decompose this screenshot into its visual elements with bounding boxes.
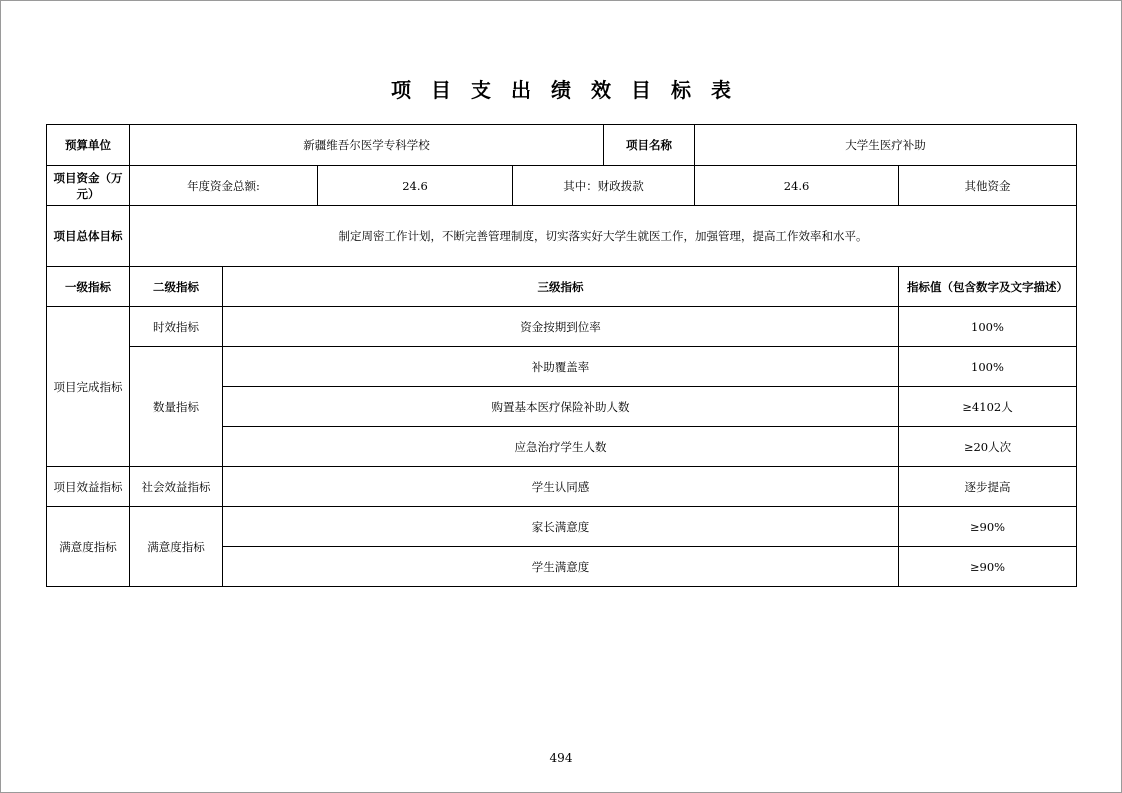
quantity-indicator-label: 数量指标 (130, 347, 223, 467)
funds-fiscal-label: 其中：财政拨款 (513, 166, 695, 206)
table-row (47, 507, 1077, 547)
title-char: 标 (671, 78, 691, 102)
title-char: 目 (431, 78, 451, 102)
goal-row (47, 206, 1077, 267)
level3-header: 三级指标 (223, 267, 899, 307)
timeliness-indicator-label: 时效指标 (130, 307, 223, 347)
page-number: 494 (549, 751, 573, 765)
title-char: 效 (591, 78, 611, 102)
indicator-value: 逐步提高 (899, 467, 1077, 507)
budget-unit-label: 预算单位 (47, 125, 130, 166)
table-row (47, 467, 1077, 507)
header-row (47, 125, 1077, 166)
goal-label: 项目总体目标 (47, 206, 130, 267)
title-char: 绩 (551, 78, 571, 102)
funds-row (47, 166, 1077, 206)
funds-total-label: 年度资金总额: (130, 166, 318, 206)
table-row (47, 347, 1077, 387)
funds-fiscal-value: 24.6 (695, 166, 899, 206)
level1-header: 一级指标 (47, 267, 130, 307)
goal-text: 制定周密工作计划，不断完善管理制度，切实落实好大学生就医工作，加强管理，提高工作效率和水平。 (130, 206, 1077, 267)
column-header-row (47, 267, 1077, 307)
indicator-name: 家长满意度 (223, 507, 899, 547)
page-title (0, 74, 1122, 103)
indicator-value: ≥90% (899, 507, 1077, 547)
completion-indicator-label: 项目完成指标 (47, 307, 130, 467)
indicator-name: 应急治疗学生人数 (223, 427, 899, 467)
benefit-indicator-label: 项目效益指标 (47, 467, 130, 507)
title-char: 目 (631, 78, 651, 102)
indicator-name: 学生满意度 (223, 547, 899, 587)
indicator-name: 学生认同感 (223, 467, 899, 507)
value-header: 指标值（包含数字及文字描述） (899, 267, 1077, 307)
indicator-value: 100% (899, 347, 1077, 387)
funds-total-value: 24.6 (318, 166, 513, 206)
budget-unit-value: 新疆维吾尔医学专科学校 (130, 125, 604, 166)
indicator-value: ≥4102人 (899, 387, 1077, 427)
indicator-name: 购置基本医疗保险补助人数 (223, 387, 899, 427)
indicator-value: ≥90% (899, 547, 1077, 587)
performance-table (46, 124, 1077, 587)
indicator-value: ≥20人次 (899, 427, 1077, 467)
indicator-name: 资金按期到位率 (223, 307, 899, 347)
indicator-value: 100% (899, 307, 1077, 347)
satisfaction-indicator-label: 满意度指标 (47, 507, 130, 587)
satisfaction-sub-indicator-label: 满意度指标 (130, 507, 223, 587)
title-char: 表 (711, 78, 731, 102)
level2-header: 二级指标 (130, 267, 223, 307)
title-char: 出 (511, 78, 531, 102)
title-char: 项 (391, 78, 411, 102)
funds-other-label: 其他资金 (899, 166, 1077, 206)
title-char: 支 (471, 78, 491, 102)
table-row (47, 307, 1077, 347)
funds-label: 项目资金（万元） (47, 166, 130, 206)
indicator-name: 补助覆盖率 (223, 347, 899, 387)
project-name-value: 大学生医疗补助 (695, 125, 1077, 166)
project-name-label: 项目名称 (604, 125, 695, 166)
social-benefit-indicator-label: 社会效益指标 (130, 467, 223, 507)
